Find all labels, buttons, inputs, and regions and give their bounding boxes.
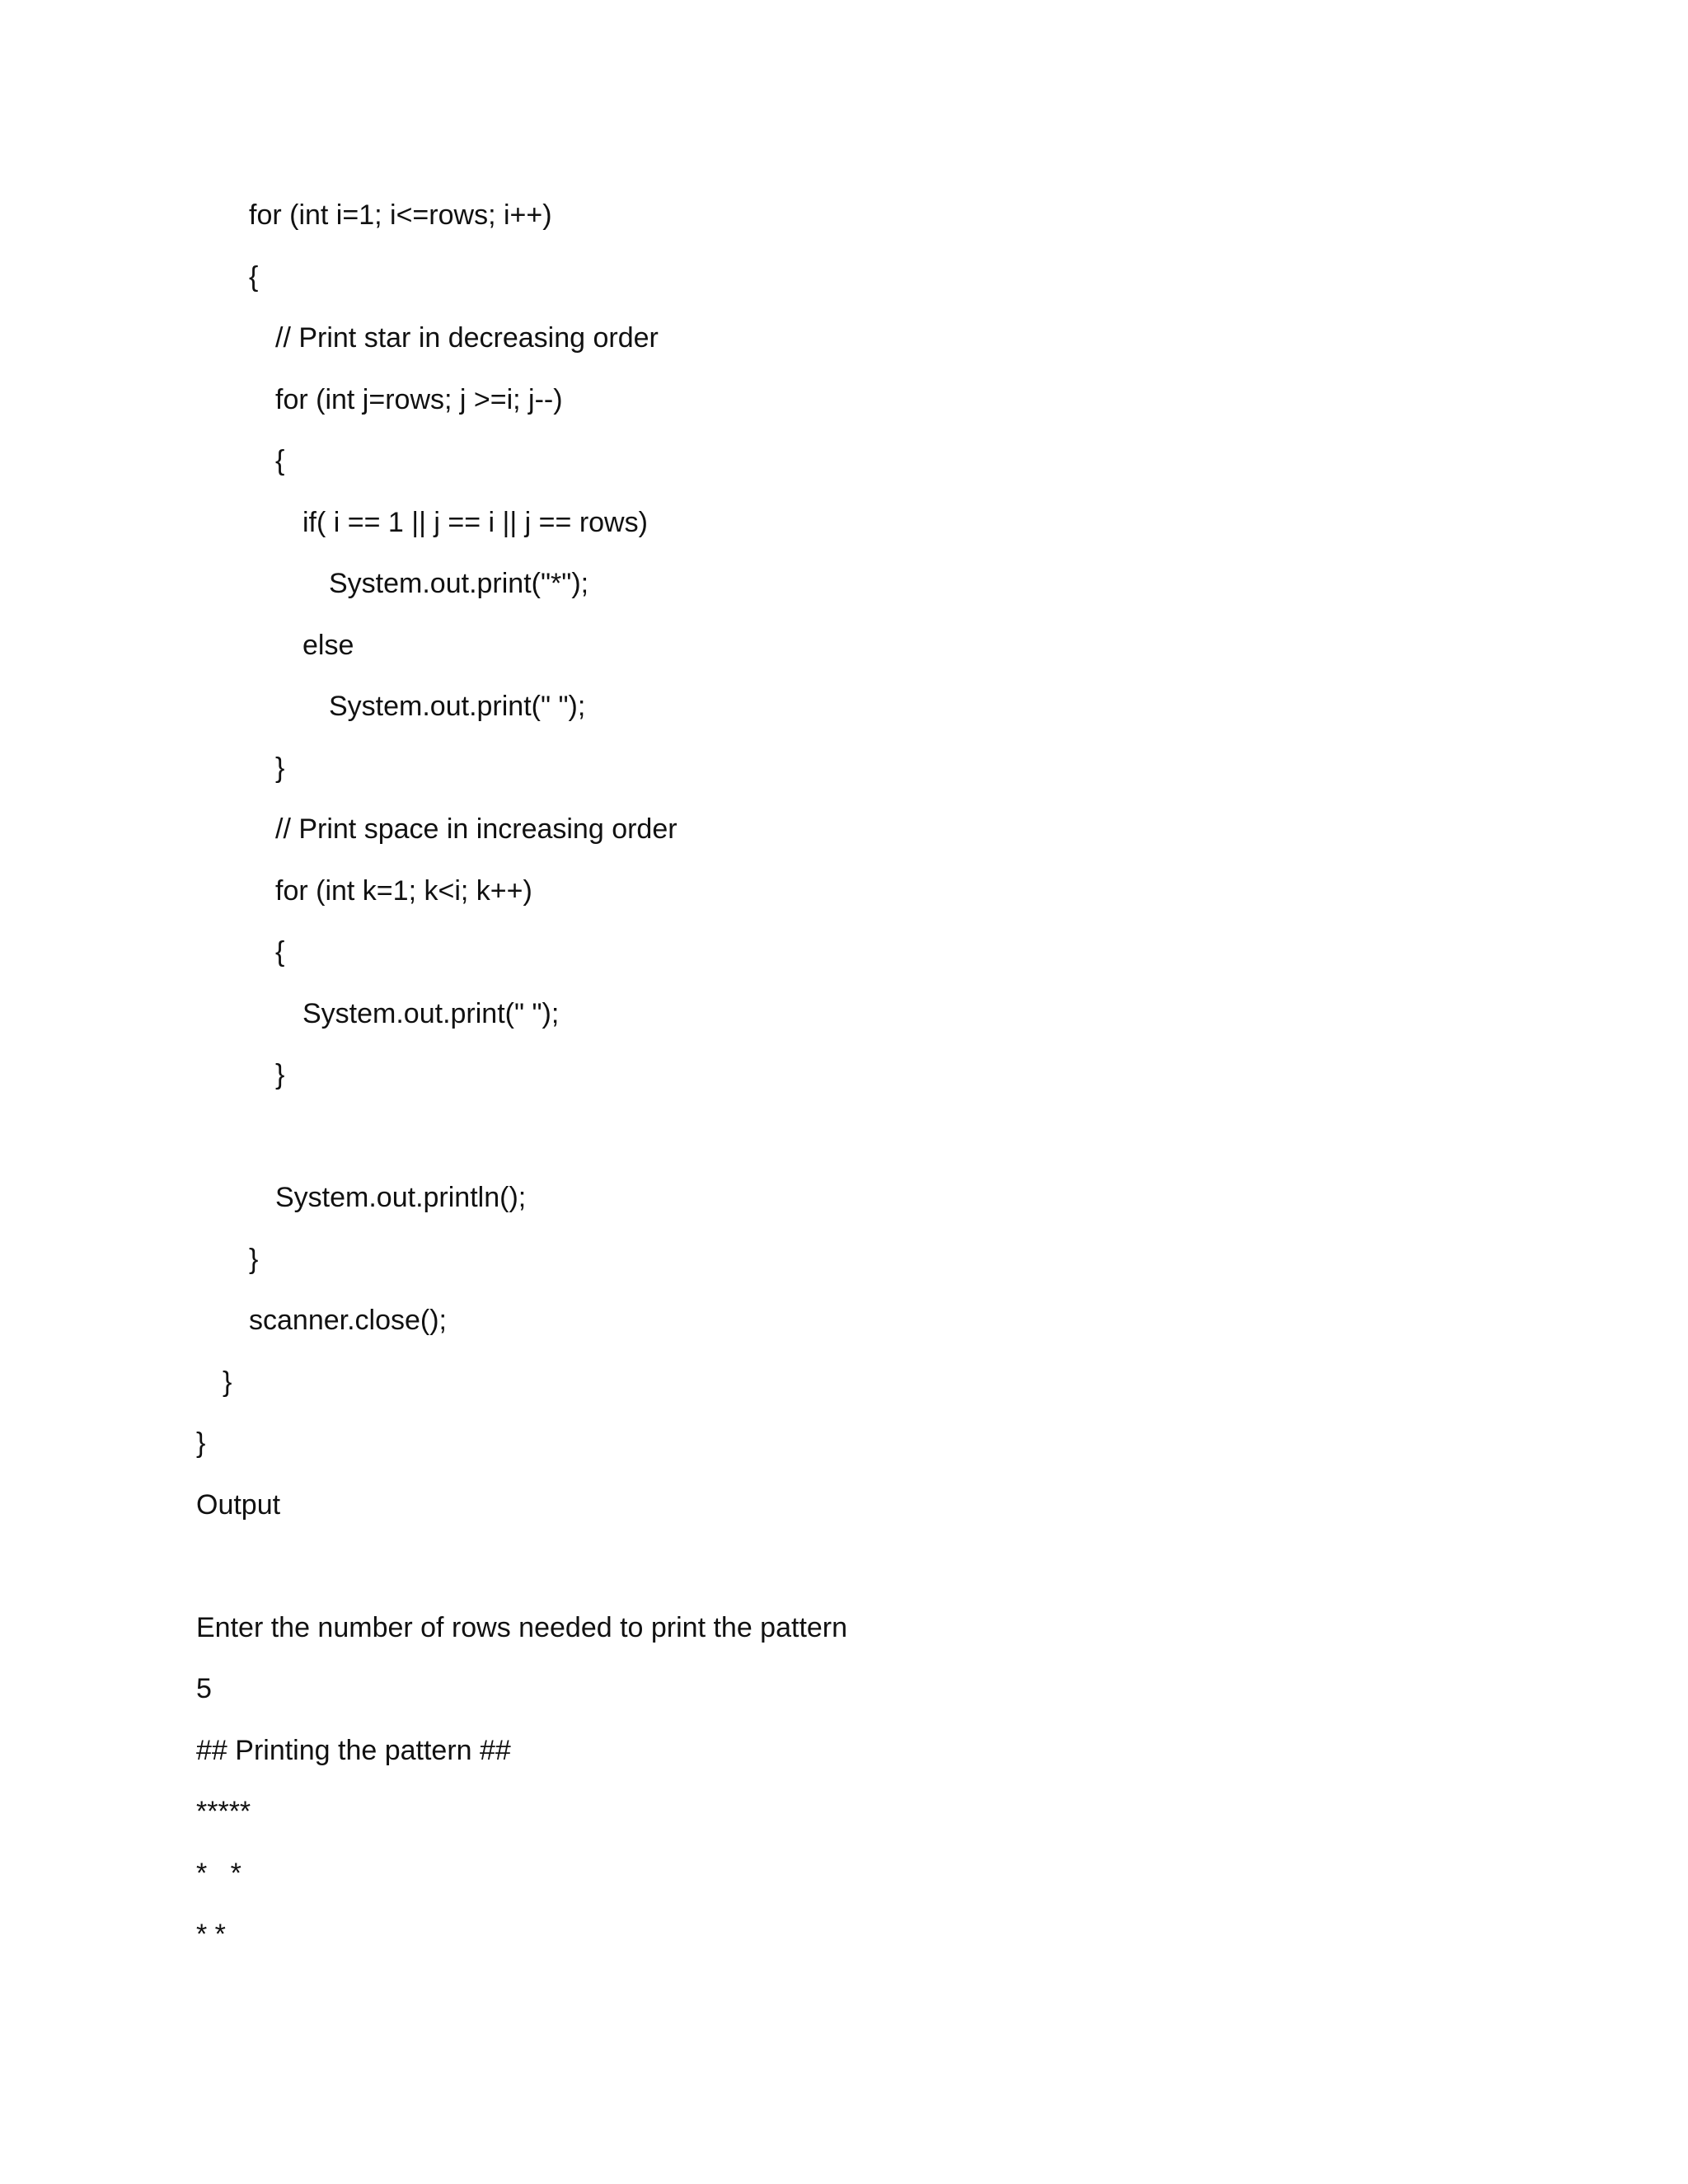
code-line-open-brace-j: {	[275, 445, 285, 476]
code-line-close-brace-k: }	[275, 1059, 285, 1090]
code-line-comment-stars: // Print star in decreasing order	[275, 322, 659, 354]
code-line-close-brace-j: }	[275, 752, 285, 784]
code-line-open-brace-k: {	[275, 936, 285, 968]
code-line-for-j: for (int j=rows; j >=i; j--)	[275, 384, 563, 415]
code-line-if: if( i == 1 || j == i || j == rows)	[302, 507, 648, 538]
output-line-pattern-row-1: *****	[196, 1796, 251, 1827]
code-line-scanner-close: scanner.close();	[249, 1305, 447, 1336]
output-line-pattern-row-2: * *	[196, 1858, 241, 1889]
code-line-for-outer: for (int i=1; i<=rows; i++)	[249, 199, 552, 231]
output-line-pattern-title: ## Printing the pattern ##	[196, 1735, 511, 1766]
output-line-input-value: 5	[196, 1673, 212, 1704]
code-line-print-space-b: System.out.print(" ");	[302, 998, 560, 1029]
code-line-print-space-a: System.out.print(" ");	[329, 691, 586, 722]
code-line-print-star: System.out.print("*");	[329, 568, 589, 599]
code-line-println: System.out.println();	[275, 1182, 527, 1213]
code-line-open-brace-outer: {	[249, 261, 259, 293]
code-line-close-brace-class: }	[196, 1427, 206, 1459]
code-line-else: else	[302, 630, 354, 661]
code-line-comment-spaces: // Print space in increasing order	[275, 813, 678, 845]
output-line-pattern-row-3: * *	[196, 1919, 226, 1950]
output-heading: Output	[196, 1489, 281, 1521]
code-line-close-brace-method: }	[223, 1366, 232, 1398]
code-line-close-brace-outer: }	[249, 1244, 259, 1275]
code-line-for-k: for (int k=1; k<i; k++)	[275, 875, 532, 907]
output-line-prompt: Enter the number of rows needed to print the pattern	[196, 1612, 848, 1643]
